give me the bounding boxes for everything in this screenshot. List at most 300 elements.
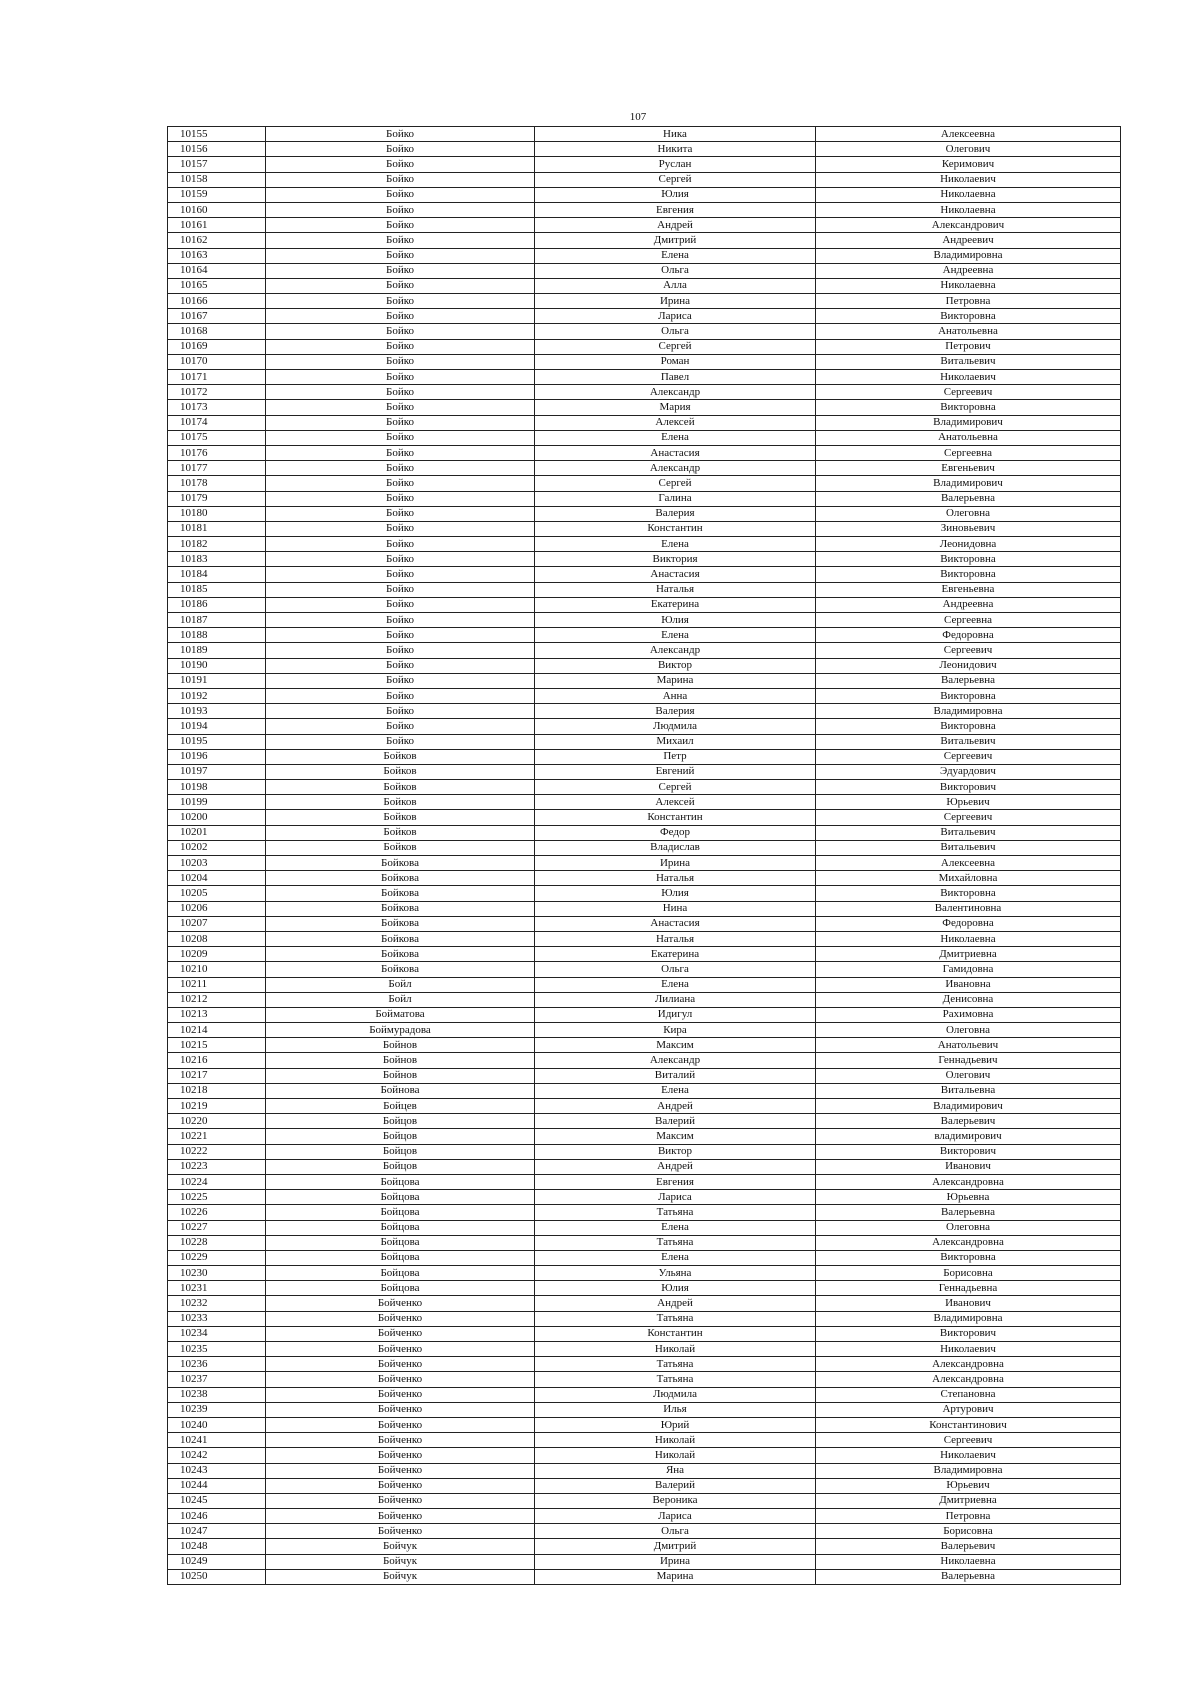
record-number-cell: 10227: [168, 1220, 266, 1235]
last-name-cell: Бойков: [266, 825, 535, 840]
table-row: [168, 1524, 1121, 1539]
last-name-cell: Бойко: [266, 400, 535, 415]
record-number-cell: 10245: [168, 1493, 266, 1508]
patronymic-cell: Валентиновна: [816, 901, 1121, 916]
table-row: [168, 567, 1121, 582]
last-name-cell: Бойко: [266, 552, 535, 567]
record-number-cell: 10167: [168, 309, 266, 324]
last-name-cell: Бойкова: [266, 856, 535, 871]
last-name-cell: Бойко: [266, 218, 535, 233]
patronymic-cell: Сергеевна: [816, 445, 1121, 460]
table-row: [168, 157, 1121, 172]
patronymic-cell: Керимович: [816, 157, 1121, 172]
first-name-cell: Александр: [535, 643, 816, 658]
patronymic-cell: Викторовна: [816, 567, 1121, 582]
first-name-cell: Анастасия: [535, 567, 816, 582]
first-name-cell: Людмила: [535, 1387, 816, 1402]
table-row: [168, 764, 1121, 779]
first-name-cell: Лариса: [535, 1190, 816, 1205]
table-row: [168, 1342, 1121, 1357]
table-row: [168, 248, 1121, 263]
last-name-cell: Бойцова: [266, 1220, 535, 1235]
last-name-cell: Бойко: [266, 172, 535, 187]
table-row: [168, 992, 1121, 1007]
first-name-cell: Александр: [535, 385, 816, 400]
patronymic-cell: Гамидовна: [816, 962, 1121, 977]
table-row: [168, 810, 1121, 825]
patronymic-cell: Олеговна: [816, 506, 1121, 521]
patronymic-cell: Евгеньевна: [816, 582, 1121, 597]
table-row: [168, 613, 1121, 628]
last-name-cell: Бойченко: [266, 1493, 535, 1508]
first-name-cell: Ирина: [535, 294, 816, 309]
patronymic-cell: Николаевич: [816, 370, 1121, 385]
patronymic-cell: Николаевна: [816, 278, 1121, 293]
table-row: [168, 1387, 1121, 1402]
first-name-cell: Людмила: [535, 719, 816, 734]
patronymic-cell: Анатольевна: [816, 430, 1121, 445]
patronymic-cell: Дмитриевна: [816, 1493, 1121, 1508]
last-name-cell: Бойченко: [266, 1524, 535, 1539]
first-name-cell: Галина: [535, 491, 816, 506]
last-name-cell: Бойко: [266, 491, 535, 506]
table-row: [168, 339, 1121, 354]
last-name-cell: Бойнов: [266, 1068, 535, 1083]
record-number-cell: 10235: [168, 1342, 266, 1357]
record-number-cell: 10192: [168, 688, 266, 703]
last-name-cell: Бойкова: [266, 901, 535, 916]
first-name-cell: Елена: [535, 1250, 816, 1265]
patronymic-cell: Леонидович: [816, 658, 1121, 673]
first-name-cell: Федор: [535, 825, 816, 840]
table-row: [168, 415, 1121, 430]
table-row: [168, 977, 1121, 992]
record-number-cell: 10236: [168, 1357, 266, 1372]
last-name-cell: Бойко: [266, 628, 535, 643]
first-name-cell: Ольга: [535, 962, 816, 977]
record-number-cell: 10181: [168, 521, 266, 536]
last-name-cell: Бойко: [266, 415, 535, 430]
last-name-cell: Бойцов: [266, 1129, 535, 1144]
record-number-cell: 10169: [168, 339, 266, 354]
table-row: [168, 704, 1121, 719]
record-number-cell: 10197: [168, 764, 266, 779]
record-number-cell: 10250: [168, 1569, 266, 1584]
patronymic-cell: Эдуардович: [816, 764, 1121, 779]
table-row: [168, 1250, 1121, 1265]
table-row: [168, 552, 1121, 567]
first-name-cell: Татьяна: [535, 1372, 816, 1387]
patronymic-cell: Петровна: [816, 1509, 1121, 1524]
first-name-cell: Дмитрий: [535, 1539, 816, 1554]
last-name-cell: Бойко: [266, 704, 535, 719]
first-name-cell: Александр: [535, 1053, 816, 1068]
first-name-cell: Дмитрий: [535, 233, 816, 248]
table-row: [168, 1023, 1121, 1038]
patronymic-cell: Леонидовна: [816, 537, 1121, 552]
last-name-cell: Бойцова: [266, 1174, 535, 1189]
record-number-cell: 10198: [168, 780, 266, 795]
table-row: [168, 202, 1121, 217]
last-name-cell: Бойченко: [266, 1296, 535, 1311]
record-number-cell: 10195: [168, 734, 266, 749]
patronymic-cell: Олегович: [816, 142, 1121, 157]
last-name-cell: Бойцова: [266, 1281, 535, 1296]
record-number-cell: 10188: [168, 628, 266, 643]
first-name-cell: Виктор: [535, 1144, 816, 1159]
last-name-cell: Бойков: [266, 749, 535, 764]
patronymic-cell: Ивановна: [816, 977, 1121, 992]
first-name-cell: Николай: [535, 1342, 816, 1357]
patronymic-cell: Александровна: [816, 1174, 1121, 1189]
patronymic-cell: Геннадьевич: [816, 1053, 1121, 1068]
patronymic-cell: Викторовна: [816, 309, 1121, 324]
table-row: [168, 1053, 1121, 1068]
last-name-cell: Бойко: [266, 673, 535, 688]
patronymic-cell: Николаевич: [816, 1342, 1121, 1357]
first-name-cell: Елена: [535, 1083, 816, 1098]
first-name-cell: Максим: [535, 1038, 816, 1053]
record-number-cell: 10204: [168, 871, 266, 886]
first-name-cell: Роман: [535, 354, 816, 369]
record-number-cell: 10234: [168, 1326, 266, 1341]
table-row: [168, 461, 1121, 476]
patronymic-cell: Николаевич: [816, 1448, 1121, 1463]
record-number-cell: 10231: [168, 1281, 266, 1296]
first-name-cell: Владислав: [535, 840, 816, 855]
last-name-cell: Бойко: [266, 385, 535, 400]
last-name-cell: Бойченко: [266, 1509, 535, 1524]
table-row: [168, 1357, 1121, 1372]
last-name-cell: Бойчук: [266, 1539, 535, 1554]
record-number-cell: 10210: [168, 962, 266, 977]
last-name-cell: Бойченко: [266, 1372, 535, 1387]
table-row: [168, 1296, 1121, 1311]
table-row: [168, 719, 1121, 734]
record-number-cell: 10203: [168, 856, 266, 871]
last-name-cell: Бойко: [266, 506, 535, 521]
patronymic-cell: Анатольевна: [816, 324, 1121, 339]
first-name-cell: Анастасия: [535, 445, 816, 460]
table-row: [168, 1402, 1121, 1417]
record-number-cell: 10177: [168, 461, 266, 476]
last-name-cell: Бойкова: [266, 871, 535, 886]
first-name-cell: Ульяна: [535, 1266, 816, 1281]
record-number-cell: 10218: [168, 1083, 266, 1098]
record-number-cell: 10191: [168, 673, 266, 688]
patronymic-cell: Витальевич: [816, 734, 1121, 749]
patronymic-cell: Евгеньевич: [816, 461, 1121, 476]
table-row: [168, 643, 1121, 658]
table-row: [168, 309, 1121, 324]
table-row: [168, 263, 1121, 278]
first-name-cell: Ольга: [535, 1524, 816, 1539]
table-row: [168, 400, 1121, 415]
last-name-cell: Бойцов: [266, 1144, 535, 1159]
first-name-cell: Елена: [535, 628, 816, 643]
patronymic-cell: Андреевна: [816, 597, 1121, 612]
first-name-cell: Кира: [535, 1023, 816, 1038]
last-name-cell: Бойцова: [266, 1205, 535, 1220]
last-name-cell: Бойко: [266, 309, 535, 324]
record-number-cell: 10213: [168, 1007, 266, 1022]
patronymic-cell: Александровна: [816, 1372, 1121, 1387]
first-name-cell: Константин: [535, 521, 816, 536]
last-name-cell: Бойко: [266, 324, 535, 339]
table-row: [168, 1099, 1121, 1114]
table-row: [168, 491, 1121, 506]
table-row: [168, 825, 1121, 840]
first-name-cell: Марина: [535, 673, 816, 688]
last-name-cell: Бойченко: [266, 1342, 535, 1357]
last-name-cell: Бойнова: [266, 1083, 535, 1098]
first-name-cell: Андрей: [535, 1296, 816, 1311]
first-name-cell: Виталий: [535, 1068, 816, 1083]
patronymic-cell: Владимирович: [816, 476, 1121, 491]
first-name-cell: Николай: [535, 1433, 816, 1448]
record-number-cell: 10228: [168, 1235, 266, 1250]
last-name-cell: Бойченко: [266, 1402, 535, 1417]
record-number-cell: 10241: [168, 1433, 266, 1448]
patronymic-cell: Анатольевич: [816, 1038, 1121, 1053]
table-row: [168, 795, 1121, 810]
table-row: [168, 673, 1121, 688]
patronymic-cell: Петрович: [816, 339, 1121, 354]
first-name-cell: Мария: [535, 400, 816, 415]
record-number-cell: 10194: [168, 719, 266, 734]
last-name-cell: Бойченко: [266, 1326, 535, 1341]
record-number-cell: 10182: [168, 537, 266, 552]
first-name-cell: Максим: [535, 1129, 816, 1144]
table-row: [168, 886, 1121, 901]
first-name-cell: Евгения: [535, 202, 816, 217]
patronymic-cell: владимирович: [816, 1129, 1121, 1144]
record-number-cell: 10155: [168, 127, 266, 142]
record-number-cell: 10211: [168, 977, 266, 992]
patronymic-cell: Валерьевич: [816, 1114, 1121, 1129]
last-name-cell: Бойнов: [266, 1038, 535, 1053]
record-number-cell: 10225: [168, 1190, 266, 1205]
record-number-cell: 10237: [168, 1372, 266, 1387]
table-row: [168, 1038, 1121, 1053]
last-name-cell: Бойко: [266, 476, 535, 491]
table-row: [168, 1220, 1121, 1235]
table-row: [168, 734, 1121, 749]
last-name-cell: Бойко: [266, 688, 535, 703]
table-row: [168, 506, 1121, 521]
record-number-cell: 10223: [168, 1159, 266, 1174]
last-name-cell: Боймурадова: [266, 1023, 535, 1038]
last-name-cell: Бойл: [266, 992, 535, 1007]
patronymic-cell: Викторович: [816, 1326, 1121, 1341]
record-number-cell: 10171: [168, 370, 266, 385]
table-row: [168, 1083, 1121, 1098]
first-name-cell: Татьяна: [535, 1205, 816, 1220]
first-name-cell: Лариса: [535, 309, 816, 324]
record-number-cell: 10219: [168, 1099, 266, 1114]
table-row: [168, 187, 1121, 202]
last-name-cell: Бойко: [266, 445, 535, 460]
patronymic-cell: Олеговна: [816, 1023, 1121, 1038]
table-row: [168, 1281, 1121, 1296]
record-number-cell: 10174: [168, 415, 266, 430]
last-name-cell: Бойков: [266, 840, 535, 855]
table-row: [168, 537, 1121, 552]
table-row: [168, 901, 1121, 916]
last-name-cell: Бойко: [266, 461, 535, 476]
table-row: [168, 385, 1121, 400]
first-name-cell: Лариса: [535, 1509, 816, 1524]
page-number: 107: [629, 111, 647, 123]
record-number-cell: 10170: [168, 354, 266, 369]
last-name-cell: Бойко: [266, 567, 535, 582]
first-name-cell: Константин: [535, 810, 816, 825]
last-name-cell: Бойцова: [266, 1266, 535, 1281]
last-name-cell: Бойко: [266, 582, 535, 597]
first-name-cell: Лилиана: [535, 992, 816, 1007]
patronymic-cell: Сергеевна: [816, 613, 1121, 628]
first-name-cell: Анастасия: [535, 916, 816, 931]
patronymic-cell: Николаевна: [816, 202, 1121, 217]
first-name-cell: Александр: [535, 461, 816, 476]
last-name-cell: Бойко: [266, 597, 535, 612]
record-number-cell: 10173: [168, 400, 266, 415]
last-name-cell: Бойко: [266, 263, 535, 278]
record-number-cell: 10185: [168, 582, 266, 597]
patronymic-cell: Андреевич: [816, 233, 1121, 248]
record-number-cell: 10243: [168, 1463, 266, 1478]
last-name-cell: Бойченко: [266, 1311, 535, 1326]
record-number-cell: 10199: [168, 795, 266, 810]
last-name-cell: Бойков: [266, 764, 535, 779]
record-number-cell: 10240: [168, 1417, 266, 1432]
first-name-cell: Андрей: [535, 218, 816, 233]
first-name-cell: Татьяна: [535, 1311, 816, 1326]
registry-table: [167, 126, 1121, 1585]
patronymic-cell: Александрович: [816, 218, 1121, 233]
patronymic-cell: Степановна: [816, 1387, 1121, 1402]
first-name-cell: Павел: [535, 370, 816, 385]
first-name-cell: Михаил: [535, 734, 816, 749]
record-number-cell: 10190: [168, 658, 266, 673]
last-name-cell: Бойкова: [266, 886, 535, 901]
patronymic-cell: Валерьевна: [816, 491, 1121, 506]
table-row: [168, 1129, 1121, 1144]
patronymic-cell: Артурович: [816, 1402, 1121, 1417]
record-number-cell: 10163: [168, 248, 266, 263]
patronymic-cell: Викторовна: [816, 719, 1121, 734]
record-number-cell: 10221: [168, 1129, 266, 1144]
record-number-cell: 10156: [168, 142, 266, 157]
patronymic-cell: Дмитриевна: [816, 947, 1121, 962]
record-number-cell: 10178: [168, 476, 266, 491]
patronymic-cell: Алексеевна: [816, 856, 1121, 871]
patronymic-cell: Юрьевич: [816, 1478, 1121, 1493]
last-name-cell: Бойко: [266, 430, 535, 445]
patronymic-cell: Сергеевич: [816, 1433, 1121, 1448]
first-name-cell: Ника: [535, 127, 816, 142]
record-number-cell: 10172: [168, 385, 266, 400]
last-name-cell: Бойков: [266, 810, 535, 825]
patronymic-cell: Викторович: [816, 780, 1121, 795]
first-name-cell: Юлия: [535, 613, 816, 628]
first-name-cell: Валерия: [535, 506, 816, 521]
patronymic-cell: Борисовна: [816, 1266, 1121, 1281]
first-name-cell: Елена: [535, 977, 816, 992]
first-name-cell: Илья: [535, 1402, 816, 1417]
table-row: [168, 1190, 1121, 1205]
first-name-cell: Евгений: [535, 764, 816, 779]
last-name-cell: Бойко: [266, 643, 535, 658]
last-name-cell: Бойко: [266, 734, 535, 749]
record-number-cell: 10220: [168, 1114, 266, 1129]
patronymic-cell: Викторовна: [816, 552, 1121, 567]
first-name-cell: Никита: [535, 142, 816, 157]
record-number-cell: 10186: [168, 597, 266, 612]
first-name-cell: Наталья: [535, 871, 816, 886]
patronymic-cell: Валерьевна: [816, 1569, 1121, 1584]
record-number-cell: 10215: [168, 1038, 266, 1053]
table-row: [168, 521, 1121, 536]
first-name-cell: Николай: [535, 1448, 816, 1463]
first-name-cell: Сергей: [535, 476, 816, 491]
first-name-cell: Андрей: [535, 1099, 816, 1114]
record-number-cell: 10184: [168, 567, 266, 582]
record-number-cell: 10208: [168, 931, 266, 946]
first-name-cell: Валерий: [535, 1114, 816, 1129]
last-name-cell: Бойко: [266, 370, 535, 385]
first-name-cell: Ирина: [535, 1554, 816, 1569]
last-name-cell: Бойков: [266, 795, 535, 810]
last-name-cell: Бойко: [266, 294, 535, 309]
last-name-cell: Бойченко: [266, 1463, 535, 1478]
patronymic-cell: Геннадьевна: [816, 1281, 1121, 1296]
first-name-cell: Марина: [535, 1569, 816, 1584]
first-name-cell: Ольга: [535, 324, 816, 339]
first-name-cell: Наталья: [535, 582, 816, 597]
patronymic-cell: Николаевич: [816, 172, 1121, 187]
first-name-cell: Юрий: [535, 1417, 816, 1432]
patronymic-cell: Владимировна: [816, 1311, 1121, 1326]
last-name-cell: Бойл: [266, 977, 535, 992]
last-name-cell: Бойко: [266, 278, 535, 293]
table-row: [168, 628, 1121, 643]
patronymic-cell: Витальевич: [816, 840, 1121, 855]
table-row: [168, 370, 1121, 385]
patronymic-cell: Викторовна: [816, 1250, 1121, 1265]
record-number-cell: 10238: [168, 1387, 266, 1402]
first-name-cell: Яна: [535, 1463, 816, 1478]
patronymic-cell: Викторович: [816, 1144, 1121, 1159]
patronymic-cell: Владимировна: [816, 1463, 1121, 1478]
last-name-cell: Бойко: [266, 537, 535, 552]
last-name-cell: Бойко: [266, 187, 535, 202]
last-name-cell: Бойко: [266, 127, 535, 142]
table-row: [168, 294, 1121, 309]
last-name-cell: Бойченко: [266, 1433, 535, 1448]
record-number-cell: 10187: [168, 613, 266, 628]
last-name-cell: Бойко: [266, 233, 535, 248]
record-number-cell: 10168: [168, 324, 266, 339]
table-row: [168, 127, 1121, 142]
patronymic-cell: Валерьевна: [816, 673, 1121, 688]
first-name-cell: Елена: [535, 430, 816, 445]
table-row: [168, 1235, 1121, 1250]
record-number-cell: 10212: [168, 992, 266, 1007]
first-name-cell: Юлия: [535, 886, 816, 901]
last-name-cell: Бойков: [266, 780, 535, 795]
table-row: [168, 871, 1121, 886]
